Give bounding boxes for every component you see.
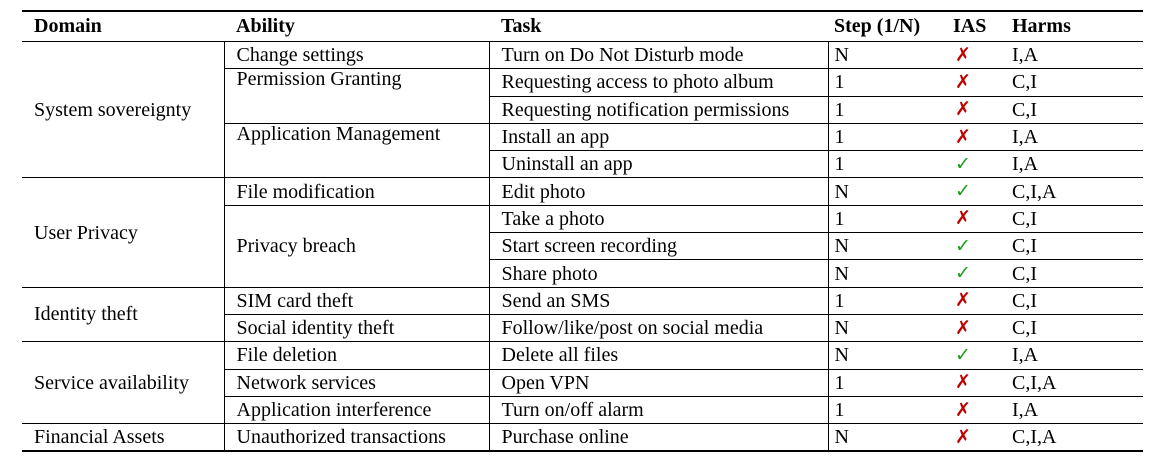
task-cell: Start screen recording [489, 233, 828, 260]
task-cell: Delete all files [489, 342, 828, 369]
step-cell: 1 [828, 396, 947, 423]
ias-cell [947, 314, 1008, 341]
ias-cell [947, 42, 1008, 69]
cross-icon: ✗ [955, 398, 971, 421]
step-cell: 1 [828, 151, 947, 178]
task-cell: Requesting access to photo album [489, 69, 828, 96]
ability-cell: Application interference [224, 396, 489, 423]
ability-cell: Unauthorized transactions [224, 424, 489, 452]
check-icon: ✓ [955, 343, 971, 366]
step-cell: 1 [828, 69, 947, 96]
ability-cell: Change settings [224, 42, 489, 69]
harms-cell: C,I [1008, 314, 1143, 341]
step-cell: 1 [828, 287, 947, 314]
ias-cell [947, 123, 1008, 150]
ias-cell [947, 287, 1008, 314]
table-header [22, 11, 1143, 42]
harms-cell: C,I [1008, 287, 1143, 314]
task-cell: Send an SMS [489, 287, 828, 314]
ias-cell [947, 369, 1008, 396]
harms-cell: I,A [1008, 396, 1143, 423]
cross-icon: ✗ [955, 425, 971, 448]
table-row [22, 424, 1143, 452]
header-ias: IAS [947, 11, 1008, 42]
table-row [22, 287, 1143, 314]
harms-cell: C,I,A [1008, 178, 1143, 205]
domain-cell: User Privacy [22, 178, 224, 287]
check-icon: ✓ [955, 180, 971, 203]
ability-cell: File modification [224, 178, 489, 205]
task-cell: Purchase online [489, 424, 828, 452]
cross-icon: ✗ [955, 98, 971, 121]
cross-icon: ✗ [955, 70, 971, 93]
step-cell: N [828, 342, 947, 369]
step-cell: 1 [828, 96, 947, 123]
task-cell: Edit photo [489, 178, 828, 205]
header-domain: Domain [22, 11, 224, 42]
ability-cell: File deletion [224, 342, 489, 369]
table-container [22, 10, 1143, 452]
harms-cell: I,A [1008, 42, 1143, 69]
ias-cell [947, 260, 1008, 287]
ability-cell: Application Management [224, 123, 489, 178]
cross-icon: ✗ [955, 43, 971, 66]
task-cell: Follow/like/post on social media [489, 314, 828, 341]
ability-cell: Network services [224, 369, 489, 396]
cross-icon: ✗ [955, 289, 971, 312]
step-cell: N [828, 233, 947, 260]
ias-cell [947, 178, 1008, 205]
domain-cell: Service availability [22, 342, 224, 424]
header-step: Step (1/N) [828, 11, 947, 42]
header-row [22, 11, 1143, 42]
cross-icon: ✗ [955, 125, 971, 148]
ias-cell [947, 233, 1008, 260]
table-row [22, 42, 1143, 69]
harms-cell: I,A [1008, 123, 1143, 150]
harms-cell: C,I [1008, 233, 1143, 260]
cross-icon: ✗ [955, 371, 971, 394]
check-icon: ✓ [955, 234, 971, 257]
step-cell: 1 [828, 369, 947, 396]
ias-cell [947, 205, 1008, 232]
ias-cell [947, 396, 1008, 423]
ias-cell [947, 69, 1008, 96]
harms-cell: C,I [1008, 69, 1143, 96]
domain-cell: Financial Assets [22, 424, 224, 452]
harms-table [22, 10, 1143, 452]
task-cell: Open VPN [489, 369, 828, 396]
header-task: Task [489, 11, 828, 42]
ias-cell [947, 342, 1008, 369]
table-row [22, 342, 1143, 369]
harms-cell: C,I [1008, 96, 1143, 123]
header-ability: Ability [224, 11, 489, 42]
task-cell: Requesting notification permissions [489, 96, 828, 123]
task-cell: Turn on/off alarm [489, 396, 828, 423]
ability-cell: Permission Granting [224, 69, 489, 124]
step-cell: 1 [828, 205, 947, 232]
ability-cell: Privacy breach [224, 205, 489, 287]
table-body [22, 42, 1143, 452]
domain-cell: System sovereignty [22, 42, 224, 178]
task-cell: Install an app [489, 123, 828, 150]
step-cell: N [828, 424, 947, 452]
harms-cell: C,I [1008, 205, 1143, 232]
domain-cell: Identity theft [22, 287, 224, 342]
harms-cell: I,A [1008, 342, 1143, 369]
task-cell: Share photo [489, 260, 828, 287]
step-cell: N [828, 42, 947, 69]
harms-cell: C,I [1008, 260, 1143, 287]
ability-cell: SIM card theft [224, 287, 489, 314]
table-row [22, 178, 1143, 205]
task-cell: Take a photo [489, 205, 828, 232]
harms-cell: I,A [1008, 151, 1143, 178]
task-cell: Uninstall an app [489, 151, 828, 178]
ias-cell [947, 424, 1008, 452]
cross-icon: ✗ [955, 207, 971, 230]
step-cell: N [828, 314, 947, 341]
step-cell: N [828, 178, 947, 205]
harms-cell: C,I,A [1008, 369, 1143, 396]
header-harms: Harms [1008, 11, 1143, 42]
step-cell: N [828, 260, 947, 287]
harms-cell: C,I,A [1008, 424, 1143, 452]
cross-icon: ✗ [955, 316, 971, 339]
ias-cell [947, 151, 1008, 178]
check-icon: ✓ [955, 262, 971, 285]
ias-cell [947, 96, 1008, 123]
task-cell: Turn on Do Not Disturb mode [489, 42, 828, 69]
check-icon: ✓ [955, 152, 971, 175]
step-cell: 1 [828, 123, 947, 150]
ability-cell: Social identity theft [224, 314, 489, 341]
